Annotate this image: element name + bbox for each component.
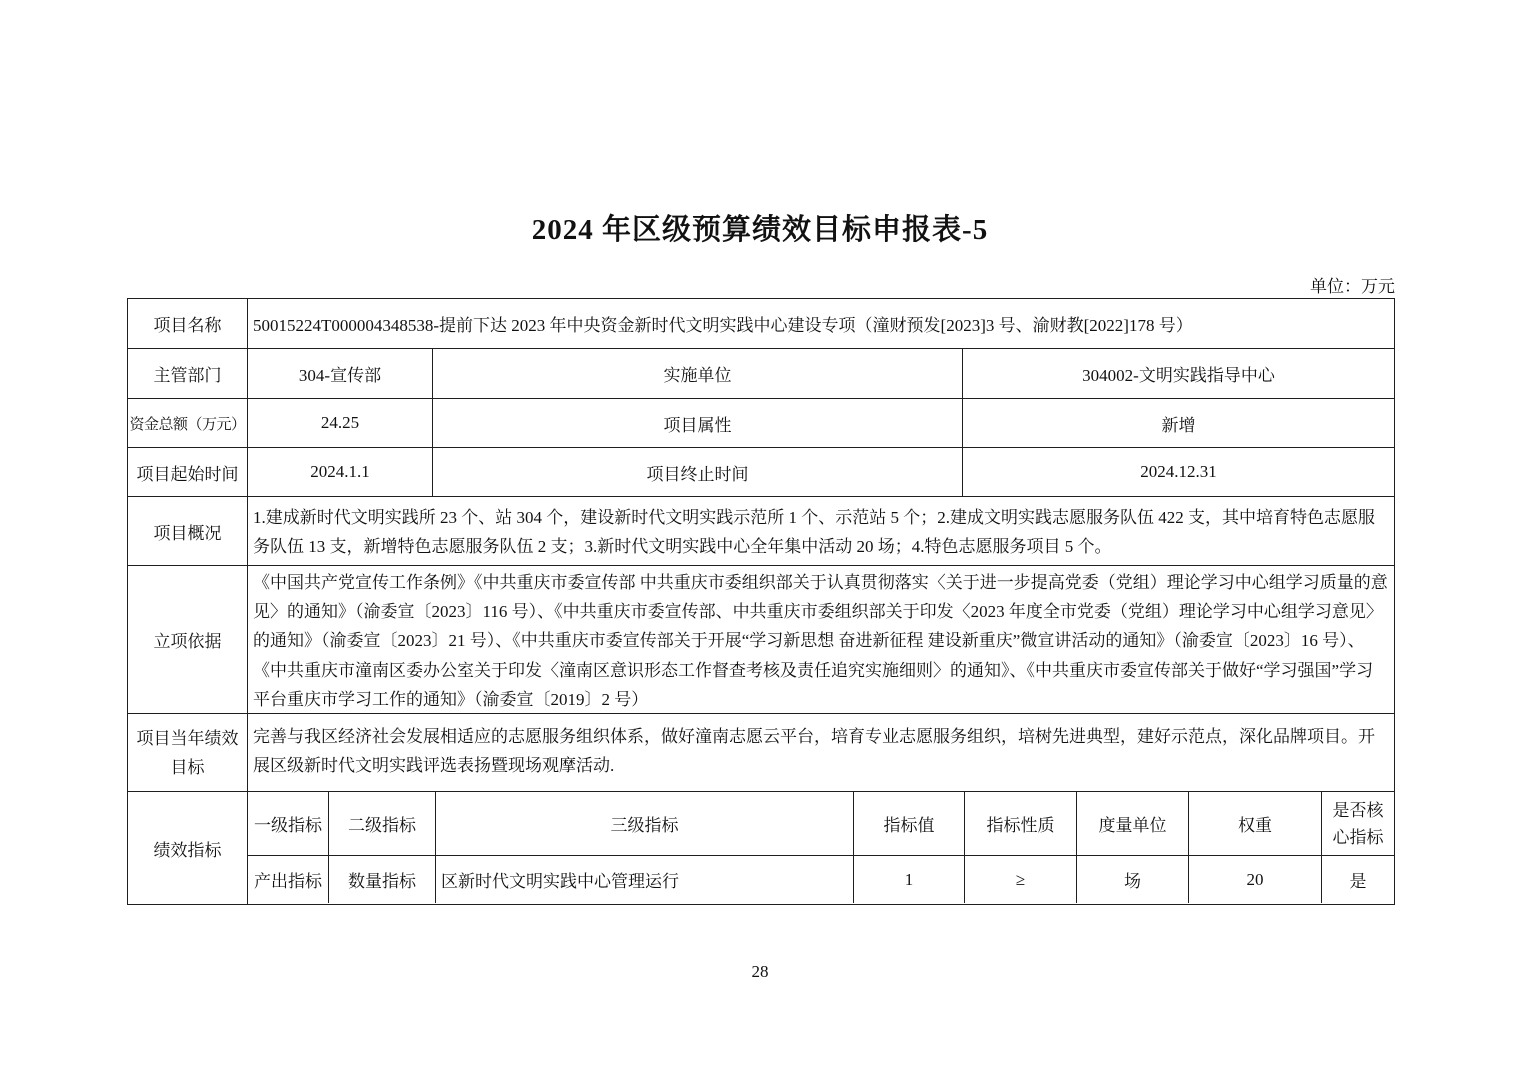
indicator-header-level1: 一级指标	[248, 792, 329, 855]
table-row-indicators	[128, 792, 1394, 904]
indicator-core-value: 是	[1349, 872, 1367, 891]
unit-label: 单位：万元	[1310, 277, 1395, 296]
overview-label: 项目概况	[128, 497, 248, 565]
table-row-basis	[128, 566, 1394, 714]
annual-goal-value: 完善与我区经济社会发展相适应的志愿服务组织体系，做好潼南志愿云平台，培育专业志愿服务组织，培树先进典型，建好示范点，深化品牌项目。开展区级新时代文明实践评选表扬暨现场观摩活动.	[253, 727, 1375, 775]
indicator-value: 1	[854, 856, 965, 903]
basis-value: 《中国共产党宣传工作条例》《中共重庆市委宣传部 中共重庆市委组织部关于认真贯彻落实〈关于进一步提高党委（党组）理论学习中心组学习质量的意见〉的通知》（渝委宣〔2023〕116 号）、《中共重庆市委宣传部、中共重庆市委组织部关于印发〈2023 年度全市党委（党组）理论学习中心组学习意见〉的通知》（渝委宣〔2023〕21 号）、《中共重庆市委宣传部关于开展“学习新思想 奋进新征程 建设新重庆”微宣讲活动的通知》（渝委宣〔2023〕16 号）、《中共重庆市潼南区委办公室关于印发〈潼南区意识形态工作督查考核及责任追究实施细则〉的通知》、《中共重庆市委宣传部关于做好“学习强国”学习平台重庆市学习工作的通知》（渝委宣〔2019〕2 号）	[253, 573, 1388, 709]
end-date-value: 2024.12.31	[1140, 462, 1217, 481]
total-fund-label: 资金总额（万元）	[128, 399, 248, 447]
indicator-nature-value: ≥	[965, 856, 1077, 903]
attribute-value: 新增	[1161, 415, 1196, 435]
budget-performance-table	[127, 298, 1395, 905]
indicator-header-core: 是否核心指标	[1332, 800, 1384, 847]
indicator-unit-value: 场	[1077, 856, 1189, 903]
page-number: 28	[751, 962, 769, 981]
indicator-header-unit: 度量单位	[1077, 792, 1189, 855]
start-date-value: 2024.1.1	[248, 448, 433, 496]
table-row-annual-goal	[128, 714, 1394, 792]
basis-label: 立项依据	[128, 566, 248, 713]
indicator-weight-value: 20	[1189, 856, 1322, 903]
end-date-label: 项目终止时间	[433, 448, 963, 496]
indicators-header-row	[248, 792, 1394, 856]
project-name-label: 项目名称	[128, 299, 248, 348]
indicator-level1-value: 产出指标	[248, 856, 329, 903]
start-date-label: 项目起始时间	[128, 448, 248, 496]
dept-label: 主管部门	[128, 349, 248, 398]
indicator-header-level3: 三级指标	[436, 792, 854, 855]
page-title: 2024 年区级预算绩效目标申报表-5	[531, 214, 989, 246]
total-fund-value: 24.25	[248, 399, 433, 447]
project-name-value: 50015224T000004348538-提前下达 2023 年中央资金新时代文明实践中心建设专项（潼财预发[2023]3 号、渝财教[2022]178 号）	[253, 316, 1193, 335]
table-row-overview	[128, 497, 1394, 566]
impl-unit-label: 实施单位	[433, 349, 963, 398]
indicator-header-level2: 二级指标	[329, 792, 436, 855]
dept-value: 304-宣传部	[248, 349, 433, 398]
indicator-level2-value: 数量指标	[329, 856, 436, 903]
indicators-label: 绩效指标	[128, 792, 248, 904]
indicators-subtable	[248, 792, 1394, 904]
annual-goal-label: 项目当年绩效目标	[128, 714, 248, 791]
indicator-header-value: 指标值	[854, 792, 965, 855]
table-row-dept	[128, 349, 1394, 399]
indicator-header-nature: 指标性质	[965, 792, 1077, 855]
overview-value: 1.建成新时代文明实践所 23 个、站 304 个，建设新时代文明实践示范所 1 个、示范站 5 个；2.建成文明实践志愿服务队伍 422 支，其中培育特色志愿服务队伍 13 支，新增特色志愿服务队伍 2 支；3.新时代文明实践中心全年集中活动 20 场；4.特色志愿服务项目 5 个。	[253, 508, 1375, 556]
indicators-data-row	[248, 856, 1394, 903]
indicator-header-weight: 权重	[1189, 792, 1322, 855]
attribute-label: 项目属性	[433, 399, 963, 447]
table-row-dates	[128, 448, 1394, 497]
impl-unit-value: 304002-文明实践指导中心	[1082, 366, 1275, 385]
table-row-project-name	[128, 299, 1394, 349]
table-row-fund	[128, 399, 1394, 448]
indicator-level3-value: 区新时代文明实践中心管理运行	[436, 856, 854, 903]
